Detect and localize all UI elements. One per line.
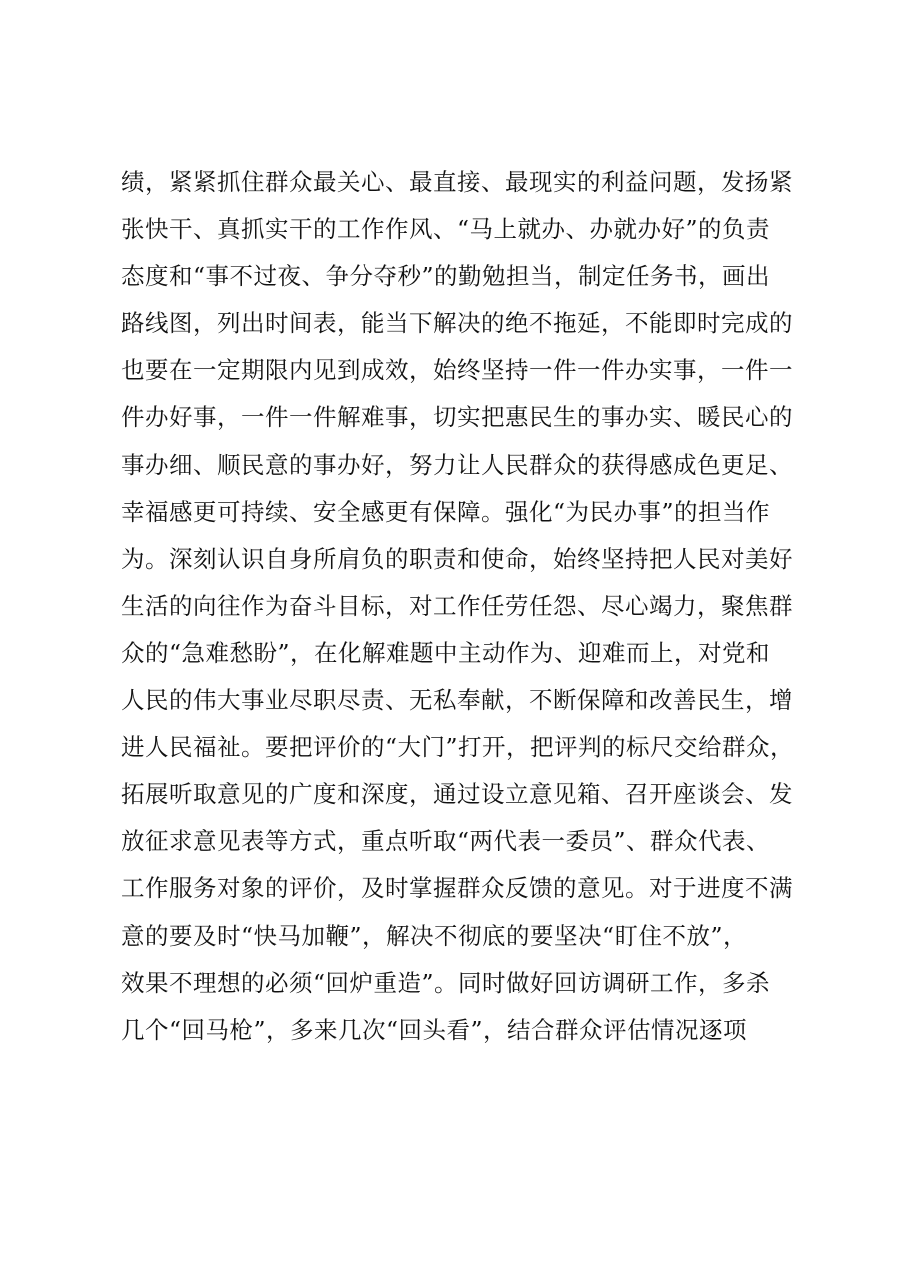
text-line: 也要在一定期限内见到成效，始终坚持一件一件办实事，一件一 (121, 356, 793, 385)
text-line: 拓展听取意见的广度和深度，通过设立意见箱、召开座谈会、发 (121, 780, 793, 809)
text-line: 人民的伟大事业尽职尽责、无私奉献，不断保障和改善民生，增 (121, 686, 793, 715)
text-line: 意的要及时“快马加鞭”，解决不彻底的要坚决“盯住不放”， (121, 921, 748, 950)
text-line: 态度和“事不过夜、争分夺秒”的勤勉担当，制定任务书，画出 (121, 262, 771, 291)
text-line: 放征求意见表等方式，重点听取“两代表一委员”、群众代表、 (121, 827, 771, 856)
text-line: 工作服务对象的评价，及时掌握群众反馈的意见。对于进度不满 (121, 874, 793, 903)
text-line: 张快干、真抓实干的工作作风、“马上就办、办就办好”的负责 (121, 215, 771, 244)
text-line: 绩，紧紧抓住群众最关心、最直接、最现实的利益问题，发扬紧 (121, 168, 793, 196)
text-line: 几个“回马枪”，多来几次“回头看”，结合群众评估情况逐项 (121, 1015, 748, 1044)
text-line: 效果不理想的必须“回炉重造”。同时做好回访调研工作，多杀 (121, 968, 771, 997)
text-line: 进人民福祉。要把评价的“大门”打开，把评判的标尺交给群众， (121, 733, 795, 762)
text-line: 路线图，列出时间表，能当下解决的绝不拖延，不能即时完成的 (121, 309, 793, 338)
text-line: 事办细、顺民意的事办好，努力让人民群众的获得感成色更足、 (121, 450, 793, 479)
body-paragraph (121, 163, 801, 1058)
text-line: 幸福感更可持续、安全感更有保障。强化“为民办事”的担当作 (121, 497, 771, 526)
text-line: 生活的向往作为奋斗目标，对工作任劳任怨、尽心竭力，聚焦群 (121, 591, 793, 620)
text-line: 为。深刻认识自身所肩负的职责和使命，始终坚持把人民对美好 (121, 544, 793, 573)
text-line: 件办好事，一件一件解难事，切实把惠民生的事办实、暖民心的 (121, 403, 793, 432)
text-line: 众的“急难愁盼”，在化解难题中主动作为、迎难而上，对党和 (121, 638, 771, 667)
